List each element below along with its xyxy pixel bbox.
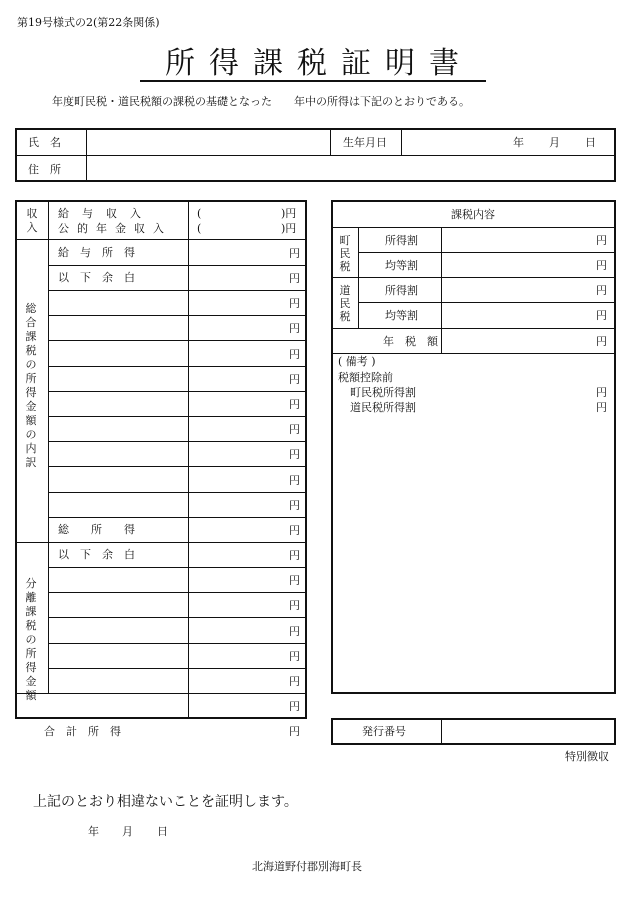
divider bbox=[49, 290, 306, 291]
yen-unit: 円 bbox=[289, 524, 300, 537]
yen-unit: 円 bbox=[289, 373, 300, 386]
salary-income-amount-label: 給 与 所 得 bbox=[58, 246, 135, 259]
per-capita-levy-label: 均等割 bbox=[385, 259, 418, 272]
yen-unit: 円 bbox=[289, 423, 300, 436]
divider bbox=[188, 201, 189, 718]
footer-year-label: 年 bbox=[88, 825, 99, 838]
divider bbox=[358, 228, 359, 329]
yen-unit: 円 bbox=[289, 675, 300, 688]
yen-unit: 円 bbox=[289, 272, 300, 285]
divider bbox=[332, 277, 615, 278]
divider bbox=[49, 466, 306, 467]
income-label: 収入 bbox=[26, 207, 38, 234]
divider bbox=[49, 492, 306, 493]
divider bbox=[49, 366, 306, 367]
yen-unit: 円 bbox=[289, 625, 300, 638]
page-title: 所得課税証明書 bbox=[165, 46, 473, 81]
yen-unit: 円 bbox=[289, 549, 300, 562]
paren-close: )円 bbox=[281, 207, 297, 220]
notes-line: 税額控除前 bbox=[338, 371, 393, 384]
issue-number-label: 発行番号 bbox=[362, 725, 406, 738]
yen-unit: 円 bbox=[289, 574, 300, 587]
yen-unit: 円 bbox=[596, 309, 607, 322]
footer-month-label: 月 bbox=[122, 825, 133, 838]
yen-unit: 円 bbox=[596, 386, 607, 399]
divider bbox=[441, 228, 442, 354]
dob-day-label: 日 bbox=[585, 136, 596, 149]
divider bbox=[16, 693, 306, 694]
notes-line: 町民税所得割 bbox=[350, 386, 416, 399]
paren-open: ( bbox=[197, 222, 202, 235]
divider bbox=[49, 441, 306, 442]
name-label: 氏 名 bbox=[28, 136, 61, 149]
divider bbox=[49, 643, 306, 644]
yen-unit: 円 bbox=[289, 348, 300, 361]
divider bbox=[49, 265, 306, 266]
per-capita-levy-label: 均等割 bbox=[385, 309, 418, 322]
dob-month-label: 月 bbox=[549, 136, 560, 149]
yen-unit: 円 bbox=[289, 398, 300, 411]
prefecture-tax-label: 道民税 bbox=[339, 284, 351, 323]
divider bbox=[49, 567, 306, 568]
yen-unit: 円 bbox=[289, 247, 300, 260]
yen-unit: 円 bbox=[289, 650, 300, 663]
divider bbox=[49, 517, 306, 518]
income-levy-label: 所得割 bbox=[385, 234, 418, 247]
divider bbox=[49, 592, 306, 593]
special-collection-label: 特別徴収 bbox=[565, 750, 609, 763]
yen-unit: 円 bbox=[289, 725, 300, 738]
divider bbox=[49, 315, 306, 316]
divider bbox=[332, 353, 615, 354]
divider bbox=[332, 328, 615, 329]
yen-unit: 円 bbox=[289, 599, 300, 612]
subtitle: 年度町民税・道民税額の課税の基礎となった 年中の所得は下記のとおりである。 bbox=[52, 95, 470, 108]
yen-unit: 円 bbox=[289, 322, 300, 335]
income-levy-label: 所得割 bbox=[385, 284, 418, 297]
divider bbox=[49, 668, 306, 669]
divider bbox=[359, 302, 615, 303]
annual-tax-label: 年 税 額 bbox=[383, 335, 438, 348]
yen-unit: 円 bbox=[596, 259, 607, 272]
address-label: 住 所 bbox=[28, 163, 61, 176]
salary-income-label: 給 与 収 入 bbox=[58, 207, 142, 220]
blank-below-label: 以 下 余 白 bbox=[58, 271, 135, 284]
divider bbox=[49, 617, 306, 618]
yen-unit: 円 bbox=[289, 448, 300, 461]
issue-number-field[interactable] bbox=[442, 719, 614, 744]
title-underline bbox=[140, 80, 486, 82]
divider bbox=[16, 542, 306, 543]
form-number: 第19号様式の2(第22条関係) bbox=[17, 16, 160, 29]
tax-content-header: 課税内容 bbox=[451, 208, 495, 221]
name-field[interactable] bbox=[87, 129, 329, 155]
dob-year-label: 年 bbox=[513, 136, 524, 149]
dob-label: 生年月日 bbox=[343, 136, 387, 149]
dob-field[interactable] bbox=[402, 129, 614, 155]
address-field[interactable] bbox=[87, 156, 614, 181]
divider bbox=[49, 340, 306, 341]
total-income-label: 総 所 得 bbox=[58, 523, 135, 536]
divider bbox=[49, 391, 306, 392]
paren-close: )円 bbox=[281, 222, 297, 235]
yen-unit: 円 bbox=[596, 335, 607, 348]
notes-label: ( 備考 ) bbox=[338, 355, 376, 368]
grand-total-label: 合 計 所 得 bbox=[44, 725, 121, 738]
footer-day-label: 日 bbox=[157, 825, 168, 838]
paren-open: ( bbox=[197, 207, 202, 220]
divider bbox=[48, 201, 49, 693]
tax-table bbox=[331, 200, 616, 694]
section2-label: 分離課税の所得金額 bbox=[25, 577, 37, 702]
yen-unit: 円 bbox=[596, 284, 607, 297]
blank-below-label: 以 下 余 白 bbox=[58, 548, 135, 561]
divider bbox=[49, 416, 306, 417]
town-tax-label: 町民税 bbox=[339, 234, 351, 273]
divider bbox=[359, 252, 615, 253]
divider bbox=[332, 227, 615, 228]
certification-statement: 上記のとおり相違ないことを証明します。 bbox=[33, 794, 298, 810]
yen-unit: 円 bbox=[289, 474, 300, 487]
yen-unit: 円 bbox=[289, 297, 300, 310]
yen-unit: 円 bbox=[289, 499, 300, 512]
notes-line: 道民税所得割 bbox=[350, 401, 416, 414]
yen-unit: 円 bbox=[596, 234, 607, 247]
divider bbox=[16, 239, 306, 240]
issuer-label: 北海道野付郡別海町長 bbox=[252, 860, 362, 873]
section1-label: 総合課税の所得金額の内訳 bbox=[25, 302, 37, 469]
pension-income-label: 公的年金収入 bbox=[58, 222, 172, 235]
yen-unit: 円 bbox=[289, 700, 300, 713]
divider bbox=[330, 129, 331, 156]
yen-unit: 円 bbox=[596, 401, 607, 414]
